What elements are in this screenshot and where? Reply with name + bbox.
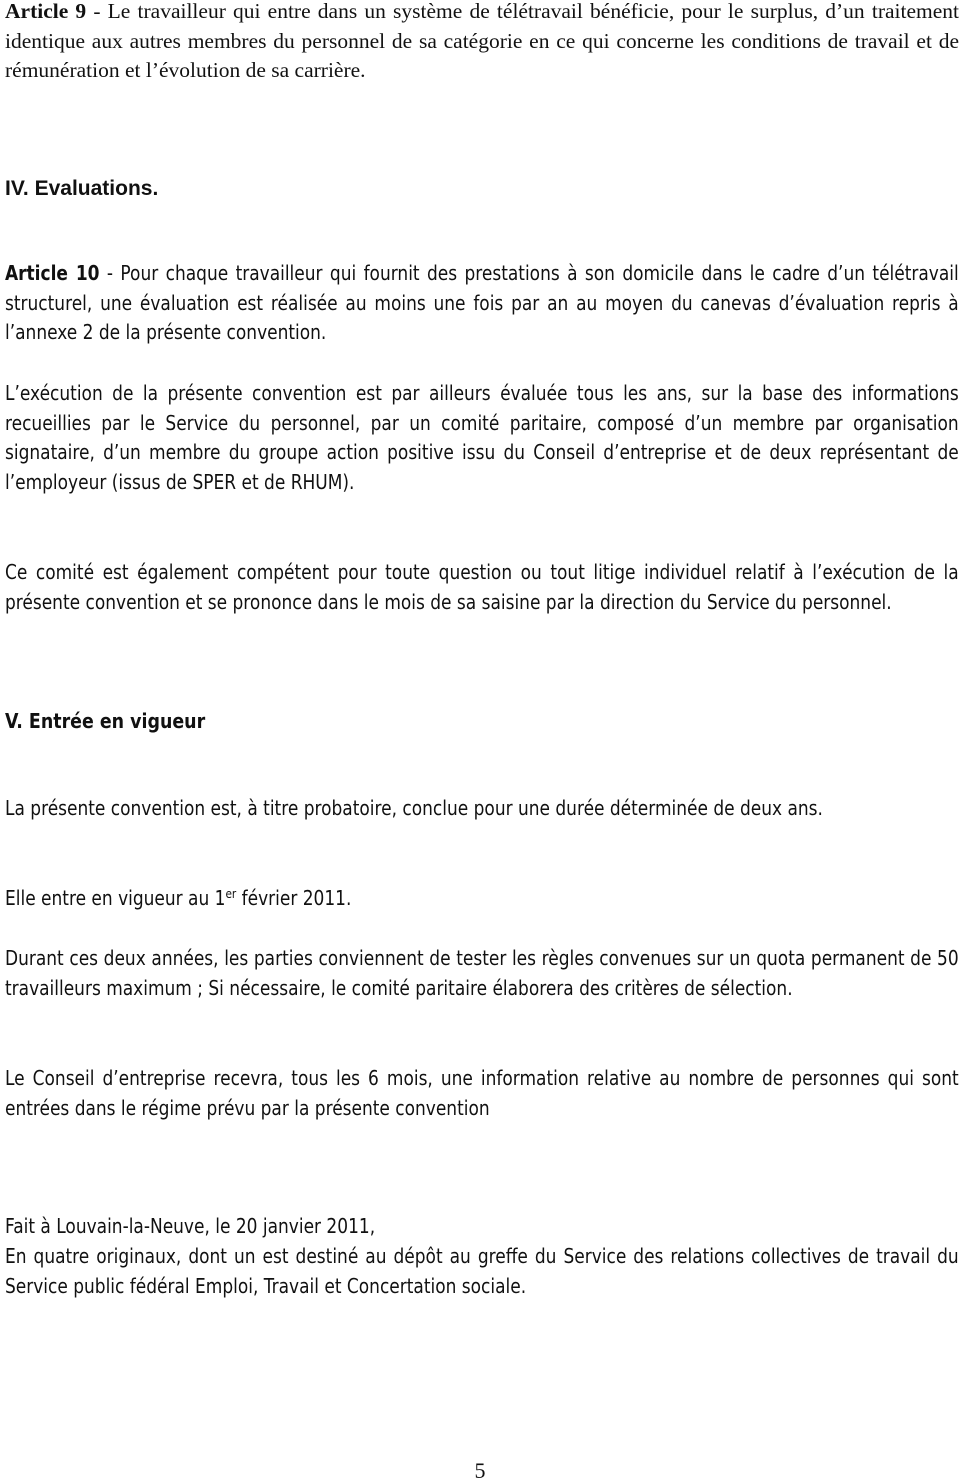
article-10-text: - Pour chaque travailleur qui fournit des prestations à son domicile dans le cadre d’un télétravail structurel, une évaluation est réalisée au moins une fois par an au moyen du canevas d’évaluation repris à l’annexe 2 de la présente convention.	[5, 261, 959, 345]
article-9-paragraph	[5, 0, 959, 86]
comite-paragraph: Ce comité est également compétent pour toute question ou tout litige individuel relatif à l’exécution de la présente convention et se prononce dans le mois de sa saisine par la direction du Service du personnel.	[5, 560, 959, 614]
page-number: 5	[474, 1458, 486, 1483]
section-v-heading: V. Entrée en vigueur	[5, 709, 206, 733]
section-iv-heading: IV. Evaluations.	[5, 177, 159, 200]
vigueur-text-before: Elle entre en vigueur au 1	[5, 886, 226, 910]
article-9-text: - Le travailleur qui entre dans un système de télétravail bénéficie, pour le surplus, d’un traitement identique aux autres membres du personnel de sa catégorie en ce qui concerne les conditions de travail et de rémunération et l’évolution de sa carrière.	[5, 0, 960, 82]
vigueur-text-after: février 2011.	[236, 886, 352, 910]
vigueur-paragraph	[5, 884, 959, 914]
duree-paragraph: La présente convention est, à titre probatoire, conclue pour une durée déterminée de deux ans.	[5, 796, 823, 820]
vigueur-superscript: er	[225, 886, 237, 902]
signature-place-date: Fait à Louvain-la-Neuve, le 20 janvier 2011,	[5, 1214, 376, 1238]
article-9-label: Article 9	[5, 0, 87, 23]
article-10-label: Article 10	[5, 261, 100, 285]
conseil-paragraph: Le Conseil d’entreprise recevra, tous les 6 mois, une information relative au nombre de personnes qui sont entrées dans le régime prévu par la présente convention	[5, 1066, 959, 1120]
signature-originaux: En quatre originaux, dont un est destiné au dépôt au greffe du Service des relations collectives de travail du Service public fédéral Emploi, Travail et Concertation sociale.	[5, 1244, 959, 1298]
execution-paragraph: L’exécution de la présente convention est par ailleurs évaluée tous les ans, sur la base des informations recueillies par le Service du personnel, par un comité paritaire, composé d’un membre par organisation signataire, d’un membre du groupe action positive issu du Conseil d’entreprise et de deux représentant de l’employeur (issus de SPER et de RHUM).	[5, 381, 959, 495]
test-paragraph: Durant ces deux années, les parties conviennent de tester les règles convenues sur un quota permanent de 50 travailleurs maximum ; Si nécessaire, le comité paritaire élaborera des critères de sélection.	[5, 946, 959, 1000]
article-10-paragraph	[5, 259, 959, 348]
